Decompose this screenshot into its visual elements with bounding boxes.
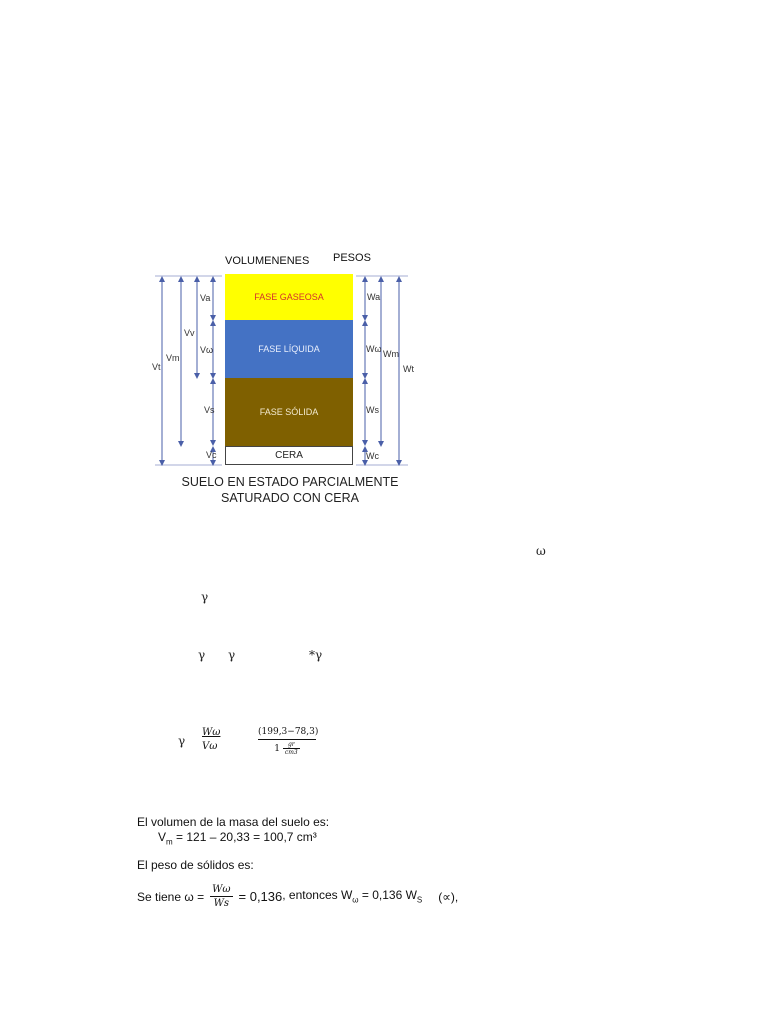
gamma-numerator: Wω xyxy=(202,727,221,738)
liquid-phase-label: FASE LÍQUIDA xyxy=(258,344,320,354)
gamma-ratio xyxy=(202,726,220,754)
label-ww: Wω xyxy=(366,344,382,354)
gamma-symbol-2: γ xyxy=(198,648,206,662)
label-vc: Vc xyxy=(206,450,217,460)
gamma-value-numerator: (199,3−78,3) xyxy=(258,727,316,740)
ws-intro-text: El peso de sólidos es: xyxy=(137,858,254,872)
wax-phase-label: CERA xyxy=(275,450,303,461)
label-wm: Wm xyxy=(383,349,399,359)
label-vs: Vs xyxy=(204,405,215,415)
omega-symbol: ω xyxy=(536,544,546,558)
alpha-mark: (∝), xyxy=(438,889,459,904)
unit-fraction: $\frac{gr}{cm3}$ xyxy=(284,741,298,756)
gamma-value xyxy=(258,727,319,756)
label-va: Va xyxy=(200,293,211,303)
vm-equation: $V_m = 121 - 20,33 = 100,7$ cm³ xyxy=(158,830,317,847)
label-ws: Ws xyxy=(366,405,379,415)
omega-fraction: $\frac{W\omega}{Ws}$ xyxy=(212,884,231,909)
caption-line-2: SATURADO CON CERA xyxy=(221,491,359,505)
label-vm: Vm xyxy=(166,353,180,363)
solid-phase-label: FASE SÓLIDA xyxy=(259,407,319,417)
gas-phase-label: FASE GASEOSA xyxy=(254,292,324,302)
gamma-value-denominator: 1 $\frac{gr}{cm3}$ xyxy=(274,741,298,756)
label-wa: Wa xyxy=(367,292,381,302)
gamma-symbol-4: γ xyxy=(178,734,186,748)
volumes-header: VOLUMENENES xyxy=(225,255,310,267)
label-vw: Vω xyxy=(200,345,214,355)
gamma-symbol-3: γ xyxy=(228,648,236,662)
gamma-symbol-1: γ xyxy=(201,590,209,604)
entonces-text: , entonces $W_\omega = 0,136$ $W_S$ xyxy=(282,888,423,905)
vm-intro-text: El volumen de la masa del suelo es: xyxy=(137,815,330,829)
label-wt: Wt xyxy=(403,364,414,374)
weights-header: PESOS xyxy=(333,252,371,264)
caption-line-1: SUELO EN ESTADO PARCIALMENTE xyxy=(181,475,399,489)
diagram-caption xyxy=(180,474,400,506)
omega-equation: Se tiene ω = $\frac{W\omega}{Ws}$ = 0,136 , entonces $W_\omega = 0,136$ $W_S$ (∝), xyxy=(137,884,459,909)
gamma-denominator: Vω xyxy=(202,741,218,752)
star-gamma-symbol: *γ xyxy=(309,648,323,662)
label-vt: Vt xyxy=(152,362,161,372)
label-vv: Vv xyxy=(184,328,195,338)
label-wc: Wc xyxy=(366,451,379,461)
